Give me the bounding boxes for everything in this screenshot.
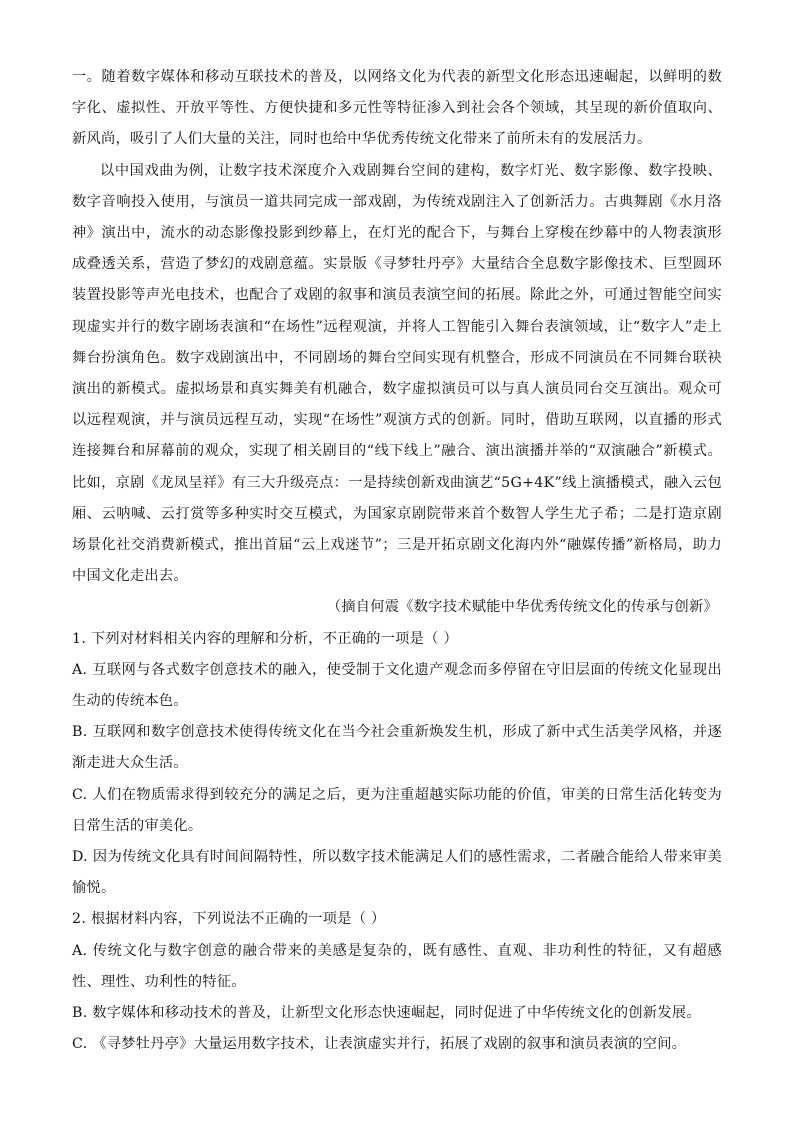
option-a: A. 传统文化与数字创意的融合带来的美感是复杂的，既有感性、直观、非功利性的特征，又有超感性、理性、功利性的特征。: [72, 942, 722, 990]
passage-paragraph-2: 以中国戏曲为例，让数字技术深度介入戏剧舞台空间的建构，数字灯光、数字影像、数字投映、数字音响投入使用，与演员一道共同完成一部戏剧，为传统戏剧注入了创新活力。古典舞剧《水月洛神》演出中，流水的动态影像投影到纱幕上，在灯光的配合下，与舞台上穿梭在纱幕中的人物表演形成叠透关系，营造了梦幻的戏剧意蕴。实景版《寻梦牡丹亭》大量结合全息数字影像技术、巨型圆环装置投影等声光电技术，也配合了戏剧的叙事和演员表演空间的拓展。除此之外，可通过智能空间实现虚实并行的数字剧场表演和“在场性”远程观演，并将人工智能引入舞台表演领域，让“数字人”走上舞台扮演角色。数字戏剧演出中，不同剧场的舞台空间实现有机整合，形成不同演员在不同舞台联袂演出的新模式。虚拟场景和真实舞美有机融合，数字虚拟演员可以与真人演员同台交互演出。观众可以远程观演，并与演员远程互动，实现“在场性”观演方式的创新。同时，借助互联网，以直播的形式连接舞台和屏幕前的观众，实现了相关剧目的“线下线上”融合、演出演播并举的“双演融合”新模式。比如，京剧《龙凤呈祥》有三大升级亮点：一是持续创新戏曲演艺“5G+4K”线上演播模式，融入云包厢、云呐喊、云打赏等多种实时交互模式，为国家京剧院带来首个数智人学生尤子希；二是打造京剧场景化社交消费新模式，推出首届“云上戏迷节”；三是开拓京剧文化海内外“融媒传播”新格局，助力中国文化走出去。: [72, 162, 722, 585]
document-page: [72, 62, 722, 1061]
question-stem: 2. 根据材料内容，下列说法不正确的一项是（ ）: [72, 911, 386, 928]
passage-source: （摘自何震《数字技术赋能中华优秀传统文化的传承与创新》: [326, 599, 718, 616]
passage-paragraph-1: 一。随着数字媒体和移动互联技术的普及，以网络文化为代表的新型文化形态迅速崛起，以鲜明的数字化、虚拟性、开放平等性、方便快捷和多元性等特征渗入到社会各个领域，其呈现的新价值取向、新风尚，吸引了人们大量的关注，同时也给中华优秀传统文化带来了前所未有的发展活力。: [72, 69, 722, 148]
question-1: [72, 624, 722, 905]
question-stem: 1. 下列对材料相关内容的理解和分析，不正确的一项是（ ）: [72, 630, 458, 647]
question-2: [72, 904, 722, 1060]
option-b: B. 数字媒体和移动技术的普及，让新型文化形态快速崛起，同时促进了中华传统文化的创新发展。: [72, 1005, 701, 1022]
option-a: A. 互联网与各式数字创意技术的融入，使受制于文化遗产观念而多停留在守旧层面的传统文化显现出生动的传统本色。: [72, 661, 722, 710]
option-d: D. 因为传统文化具有时间间隔特性，所以数字技术能满足人们的感性需求，二者融合能给人带来审美愉悦。: [72, 849, 722, 897]
option-c: C. 《寻梦牡丹亭》大量运用数字技术，让表演虚实并行，拓展了戏剧的叙事和演员表演的空间。: [72, 1036, 687, 1053]
option-c: C. 人们在物质需求得到较充分的满足之后，更为注重超越实际功能的价值，审美的日常生活化转变为日常生活的审美化。: [72, 786, 722, 834]
option-b: B. 互联网和数字创意技术使得传统文化在当今社会重新焕发生机，形成了新中式生活美学风格，并逐渐走进大众生活。: [72, 724, 722, 772]
